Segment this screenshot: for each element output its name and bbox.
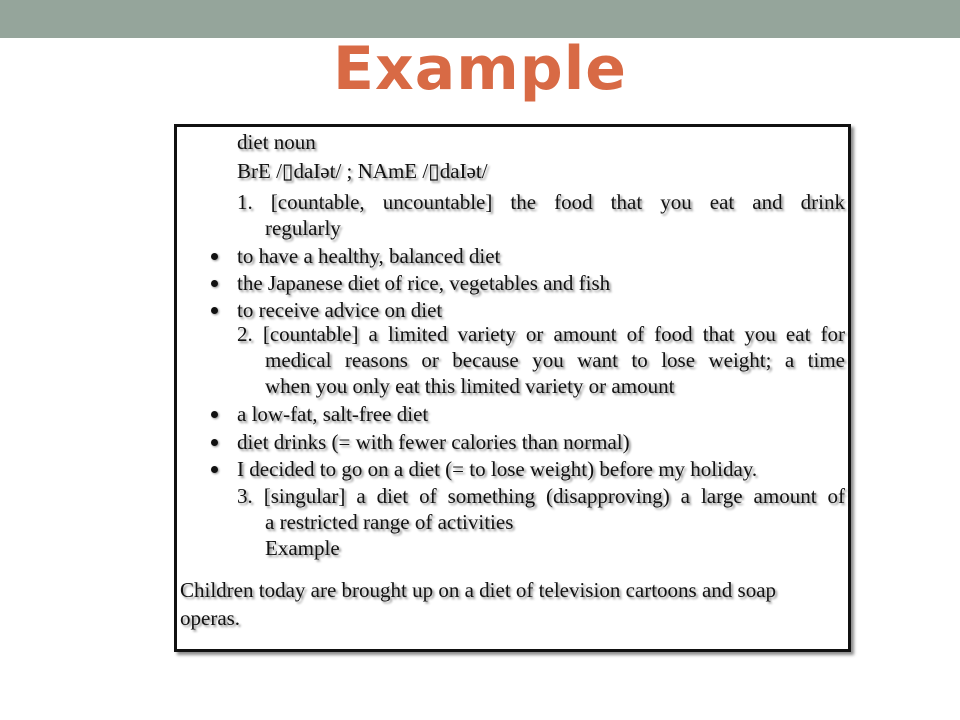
bullet-icon — [211, 439, 218, 446]
sense-3-definition: 3. [singular] a diet of something (disapproving) a large amount of — [237, 484, 845, 508]
bullet-icon — [211, 253, 218, 260]
dictionary-entry-box — [174, 124, 851, 652]
bullet-icon — [211, 466, 218, 473]
sense-1-definition-cont: regularly — [265, 216, 341, 240]
sense-2-definition-cont: medical reasons or because you want to lose weight; a time — [265, 348, 845, 372]
example-item: a low-fat, salt-free diet — [237, 402, 429, 426]
slide-title: Example — [333, 34, 627, 104]
example-sentence-cont: operas. — [180, 606, 241, 630]
pronunciation: BrE /▯daIət/ ; NAmE /▯daIət/ — [237, 159, 488, 183]
top-accent-bar — [0, 0, 960, 38]
example-item: to have a healthy, balanced diet — [237, 244, 501, 268]
sense-2-definition: 2. [countable] a limited variety or amount of food that you eat for — [237, 322, 845, 346]
example-item: I decided to go on a diet (= to lose weight) before my holiday. — [237, 457, 758, 481]
example-item: diet drinks (= with fewer calories than normal) — [237, 430, 630, 454]
example-sentence: Children today are brought up on a diet of television cartoons and soap — [180, 578, 777, 602]
bullet-icon — [211, 411, 218, 418]
headword: diet noun — [237, 130, 316, 154]
sense-2-definition-cont: when you only eat this limited variety or amount — [265, 374, 675, 398]
example-label: Example — [265, 536, 340, 560]
sense-1-definition: 1. [countable, uncountable] the food that you eat and drink — [237, 190, 845, 214]
bullet-icon — [211, 280, 218, 287]
sense-3-definition-cont: a restricted range of activities — [265, 510, 514, 534]
example-item: to receive advice on diet — [237, 298, 443, 322]
example-item: the Japanese diet of rice, vegetables and fish — [237, 271, 611, 295]
bullet-icon — [211, 307, 218, 314]
